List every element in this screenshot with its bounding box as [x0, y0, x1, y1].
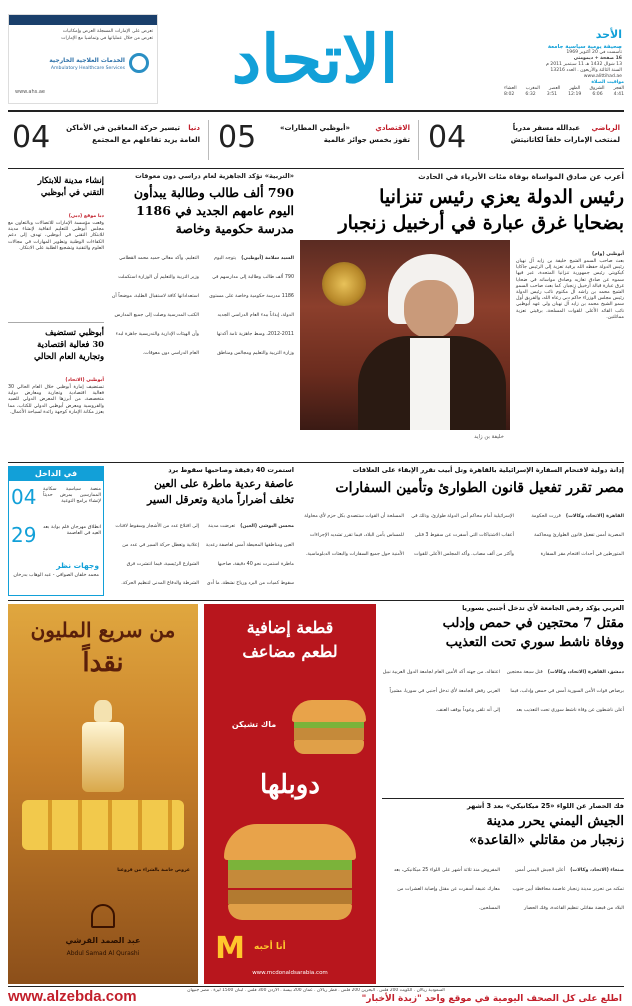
mcd-brand: ماك تشيكن	[231, 720, 277, 729]
mcd-site: www.mcdonaldsarabia.com	[252, 970, 328, 976]
prayer-time: 6:32	[525, 92, 536, 97]
storm-story	[110, 466, 294, 596]
patty	[228, 890, 352, 904]
teaser-text1: «أبوظبي المطارات»	[279, 124, 350, 132]
prayer-name: الفجر	[613, 86, 624, 91]
prayer-name: العشاء	[504, 86, 517, 91]
egypt-text	[300, 502, 624, 559]
education-kicker: «التربية» تؤكد الجاهزية لعام دراسي دون معوقات	[135, 172, 294, 180]
inside-item[interactable]	[9, 523, 103, 557]
bottle-body	[82, 722, 124, 792]
sidebar-headline2-2: 30 فعالية اقتصادية	[37, 339, 104, 349]
syria-byline: دمشق، القاهرة (الاتحاد، وكالات)	[547, 670, 624, 675]
perfume-ad[interactable]	[8, 604, 198, 984]
lead-headline-2: بضحايا غرق عبارة في أرخبيل زنجبار	[338, 212, 624, 234]
egypt-byline: القاهرة (الاتحاد، وكالات)	[565, 514, 624, 519]
syria-headline-1: مقتل 7 محتجين في حمص وإدلب	[442, 616, 624, 631]
ad-brand-en: Ambulatory Healthcare Services	[50, 66, 125, 71]
storm-kicker: استمرت 40 دقيقة وصاحبها سقوط برد	[168, 466, 294, 474]
prayer-name: الشروق	[589, 86, 605, 91]
face-shape	[404, 280, 458, 338]
yemen-body: أعلن الجيش اليمني أمس تمكنه من تحرير مدينة زنجبار عاصمة محافظة أبين جنوب البلاد من قبضة مقاتلي تنظيم القاعدة، وفك الحصار المفروض منذ ثلاثة أشهر على اللواء 25 ميكانيكي، بعد معارك عنيفة أسفرت عن مقتل وإصابة العشرات من المسلحين.	[393, 868, 624, 911]
prayer-title: مواقيت الصلاة	[591, 80, 624, 85]
prayer-time: 3:51	[546, 92, 558, 97]
lead-body: بعث صاحب السمو الشيخ خليفة بن زايد آل نهيان رئيس الدولة حفظه الله برقية تعزية إلى الرئيس جاكايا كيكويتي رئيس جمهورية تنزانيا المتحدة، عبر فيها سموه عن صادق تعازيه وصادق مواساته في ضحايا غرق عبارة قبالة أرخبيل زنجبار. كما بعث صاحب السمو الشيخ محمد بن راشد آل مكتوم نائب رئيس الدولة رئيس مجلس الوزراء حاكم دبي رعاه الله، والفريق أول سمو الشيخ محمد بن زايد آل نهيان ولي عهد أبوظبي نائب القائد الأعلى للقوات المسلحة، برقيتي تعزية مماثلتين.	[516, 259, 624, 320]
teaser-item[interactable]	[214, 114, 414, 166]
divider	[418, 120, 419, 160]
syria-body: قتل سبعة محتجين برصاص قوات الأمن السورية أمس في حمص وإدلب، فيما أعلن ناشطون عن وفاة ناشط سوري تحت التعذيب بعد اعتقاله. من جهته أكد الأمين العام لجامعة الدول العربية نبيل العربي رفض الجامعة لأي تدخل أجنبي في سوريا، مشيراً إلى أنه تلقى وعوداً بوقف العنف.	[382, 670, 624, 713]
price-line: السعودية ريالان . الكويت 200 فلس . البحرين 200 فلس . قطر ريالان . عمان 200 بيسة . الأردن 300 فلس . لبنان 1500 ليرة . مصر جنيهان	[187, 988, 445, 993]
bun-bottom	[228, 904, 352, 920]
education-story	[110, 172, 294, 460]
mcd-ad-line1: قطعة إضافية	[246, 618, 334, 637]
teaser-item[interactable]	[8, 114, 204, 166]
divider	[8, 600, 624, 601]
storm-headline-1: عاصفة رعدية ماطرة على العين	[154, 478, 294, 490]
perfume-ad-line1: من سريع المليون	[30, 618, 176, 642]
founded: تأسست في 20 أكتوبر 1969	[566, 50, 622, 55]
divider	[8, 462, 624, 463]
prayer-time: 12:19	[568, 92, 582, 97]
burger-icon	[292, 700, 366, 756]
divider	[8, 986, 624, 987]
syria-headline-2: ووفاة ناشط سوري تحت التعذيب	[445, 635, 624, 650]
inside-item-text: منصة سياسية سكانية الممارسين بمرض حديثاً لإنشاء برامج التوعية	[43, 487, 101, 505]
education-byline: السيد سلامة (أبوظبي)	[241, 256, 294, 261]
issue-line2: 13 شوال 1432 هـ 11 سبتمبر 2011 م	[545, 62, 622, 67]
bun-top	[292, 700, 366, 722]
sidebar-headline-1: إنشاء مدينة للابتكار	[37, 175, 104, 185]
perfume-brand-ar: عبد الصمد القرشي	[65, 936, 141, 945]
gold-bars-shape	[22, 800, 184, 850]
inside-item-num: 29	[11, 523, 37, 547]
patty	[228, 870, 352, 888]
divider	[8, 168, 624, 169]
mcd-logo-icon: M	[215, 931, 245, 966]
perfume-ad-line2: نقداً	[82, 648, 124, 678]
inside-item-text: انطلاق مهرجان فلم بوابة بعد العيد في العاصمة	[43, 525, 101, 537]
education-headline-1: 790 ألف طالب وطالبة يبدأون	[133, 185, 294, 200]
divider	[8, 322, 104, 323]
inside-title: في الداخل	[9, 467, 103, 481]
sidebar-body: وقعت مؤسسة الإمارات للاتصالات وبالتعاون مع مجلس أبوظبي للتعليم اتفاقية لإنشاء مدينة للابتكار التقني في أبوظبي، تهدف إلى دعم الكفاءات الوطنية وتطوير المهارات في مجالات العلوم والتقنية وتشجيع الطلبة على الابتكار.	[8, 221, 104, 251]
website[interactable]: www.alittihad.ae	[583, 74, 622, 79]
watermark-site[interactable]: www.alzebda.com	[8, 988, 137, 1005]
syria-story	[382, 604, 624, 794]
issue-info	[512, 44, 622, 80]
egypt-headline: مصر تقرر تفعيل قانون الطوارئ وتأمين السفارات	[335, 480, 624, 496]
teaser-text2: تفوز بخمس جوائز عالمية	[323, 136, 410, 144]
divider	[208, 120, 209, 160]
yemen-headline-2: زنجبار من مقاتلي «القاعدة»	[469, 833, 624, 848]
ad-line2: تعرض من خلال عملياتها في وتماشيا مع الإمارات	[61, 36, 153, 41]
top-ad[interactable]	[8, 14, 158, 104]
tagline: صحيفة يومية سياسية جامعة	[547, 44, 622, 50]
prayer-name: العصر	[548, 86, 561, 91]
sidebar-text2	[8, 366, 104, 416]
views-title: وجهات نظر	[56, 561, 99, 570]
issue-line1: 16 صفحة + ديمومتي	[573, 56, 622, 61]
mcd-tagline: أنا أحبه	[254, 942, 286, 952]
ad-banner-strip	[9, 15, 157, 25]
education-headline-2: اليوم عامهم الجديد في 1186	[136, 203, 294, 218]
teaser-number: 04	[12, 120, 51, 155]
inside-box	[8, 466, 104, 596]
lead-byline: أبوظبي (وام)	[592, 252, 624, 257]
egypt-story	[300, 466, 624, 596]
teaser-text2: لمنتخب الإمارات خلفاً لكاتانيتش	[510, 136, 620, 144]
emblem-icon	[322, 262, 366, 306]
yemen-story	[382, 802, 624, 984]
teaser-text1: تيسير حركة المعاقين في الأماكن	[66, 124, 180, 132]
ahs-logo-icon	[129, 53, 149, 73]
lead-caption: خليفة بن زايد	[474, 434, 504, 440]
sidebar-byline: دبا موقع (دبي)	[68, 214, 104, 219]
perfume-bottle-icon	[78, 700, 128, 796]
prayer-time: 8:02	[504, 92, 515, 97]
day-label: الأحد	[595, 28, 622, 41]
inside-item[interactable]	[9, 485, 103, 519]
yemen-text	[382, 856, 624, 913]
teaser-strip	[8, 114, 624, 166]
egypt-body: قررت الحكومة المصرية أمس تفعيل قانون الطوارئ ومحاكمة المتورطين في أحداث اقتحام مقر السفارة الإسرائيلية أمام محاكم أمن الدولة طوارئ، وذلك في أعقاب الاشتباكات التي أسفرت عن سقوط 3 قتلى وأكثر من ألف مصاب. وأكد المجلس الأعلى للقوات المسلحة أن القوات ستتصدى بكل حزم لأي محاولة للمساس بأمن البلاد، فيما تقرر تشديد الإجراءات الأمنية حول جميع السفارات والبعثات الدبلوماسية.	[304, 514, 624, 557]
teaser-section: دنيا	[188, 124, 200, 132]
education-body: يتوجه اليوم 790 ألف طالب وطالبة إلى مدارسهم في 1186 مدرسة حكومية وخاصة على مستوى الدولة، إيذاناً ببدء العام الدراسي الجديد 2011-2012، وسط جاهزية تامة أكدتها وزارة التربية والتعليم ومجالس ومناطق التعليم. وأكد معالي حميد محمد القطامي وزير التربية والتعليم أن الوزارة استكملت استعداداتها كافة لاستقبال الطلبة، موضحاً أن الكتب المدرسية وصلت إلى جميع المدارس وأن الهيئات الإدارية والتدريسية جاهزة لبدء العام الدراسي دون معوقات.	[111, 256, 294, 356]
sidebar-body2: تستضيف إمارة أبوظبي خلال العام الحالي 30 فعالية اقتصادية وتجارية ومعارض دولية متخصصة، من أبرزها المعرض الدولي للصيد والفروسية ومعرض أبوظبي الدولي للكتاب، مما يعزز مكانة الإمارة كوجهة رائدة لسياحة الأعمال.	[8, 385, 104, 415]
yemen-kicker: فك الحصار عن اللواء «25 ميكانيكي» بعد 3 أشهر	[467, 802, 624, 810]
egypt-kicker: إدانة دولية لاقتحام السفارة الإسرائيلية بالقاهرة وتل أبيب تقرر الإبقاء على العلاقات	[352, 466, 624, 474]
prayer-time: 4:41	[613, 92, 624, 97]
newspaper-logo: الاتحاد	[231, 20, 399, 98]
perfume-ad-offer: عروض خاصة بالشراء من فروعنا	[117, 868, 190, 873]
education-text	[110, 244, 294, 358]
teaser-text1: عبدالله مسفر مدرباً	[512, 124, 580, 132]
teaser-section: الرياضي	[591, 124, 620, 132]
ad-site: www.ahs.ae	[15, 89, 45, 95]
ad-brand-ar: الخدمات العلاجية الخارجية	[49, 57, 125, 64]
storm-headline-2: تخلف أضراراً مادية وتعرقل السير	[147, 494, 294, 506]
left-sidebar	[8, 172, 104, 460]
lead-text-column	[516, 240, 624, 321]
burger-icon-large	[224, 824, 356, 920]
sidebar-headline2-3: وتجارية العام الحالي	[33, 351, 104, 361]
prayer-times-row	[504, 92, 624, 98]
yemen-headline-1: الجيش اليمني يحرر مدينة	[486, 814, 624, 829]
bun-top	[224, 824, 356, 860]
mcdonalds-ad[interactable]	[204, 604, 376, 984]
lead-headline-1: رئيس الدولة يعزي رئيس تنزانيا	[379, 186, 624, 208]
bottle-cap	[94, 700, 112, 722]
storm-text	[110, 512, 294, 588]
perfume-brand-en: Abdul Samad Al Qurashi	[66, 950, 140, 957]
divider	[382, 798, 624, 799]
education-headline-3: مدرسة حكومية وخاصة	[175, 221, 294, 236]
prayer-name: الظهر	[569, 86, 581, 91]
perfume-logo-icon	[91, 904, 115, 928]
inside-item-num: 04	[11, 485, 37, 509]
syria-kicker: العربي يؤكد رفض الجامعة لأي تدخل أجنبي بسوريا	[462, 604, 624, 612]
mcd-product: دوبلها	[260, 770, 320, 800]
sidebar-headline2-1: أبوظبي تستضيف	[45, 327, 104, 337]
teaser-text2: العامة يزيد تفاعلهم مع المجتمع	[92, 136, 200, 144]
teaser-number: 05	[218, 120, 257, 155]
teaser-number: 04	[428, 120, 467, 155]
masthead	[0, 0, 632, 110]
prayer-time: 6:06	[592, 92, 603, 97]
teaser-item[interactable]	[424, 114, 624, 166]
sidebar-text	[8, 202, 104, 252]
issue-line3: السنة الثالثة والأربعون . العدد 13216	[550, 68, 622, 73]
yemen-byline: صنعاء (الاتحاد، وكالات)	[570, 868, 624, 873]
syria-text	[382, 658, 624, 715]
prayer-name: المغرب	[525, 86, 540, 91]
mcd-ad-line2: لطعم مضاعف	[242, 642, 338, 661]
divider	[8, 110, 624, 112]
views-text: محمد خلفان الصوافي - عبد الوهاب بدرخان	[13, 573, 99, 578]
prayer-times	[504, 80, 624, 98]
sidebar-headline-2: التقني في أبوظبي	[40, 187, 104, 197]
bun-bottom	[294, 740, 364, 754]
patty	[294, 728, 364, 740]
storm-byline: محسن البوشي (العين)	[240, 524, 294, 529]
kandura-shape	[410, 338, 450, 430]
watermark-text: اطلع على كل الصحف اليومية في موقع واحد "زبدة الأخبار"	[361, 994, 622, 1004]
lettuce	[228, 860, 352, 870]
lead-story	[300, 172, 624, 460]
ad-line1: تعرض على الإمارات المسجلة العرض وإمكانيات	[62, 29, 153, 34]
sidebar-byline2: أبوظبي (الاتحاد)	[65, 378, 104, 383]
lead-photo	[300, 240, 510, 430]
teaser-section: الاقتصادي	[375, 124, 410, 132]
storm-body: تعرضت مدينة العين ومناطقها المحيطة أمس لعاصفة رعدية ماطرة استمرت نحو 40 دقيقة، صاحبها سقوط كميات من البرد ورياح نشطة، ما أدى إلى اقتلاع عدد من الأشجار وسقوط لافتات إعلانية وتعطل حركة السير في عدد من الشوارع الرئيسية، فيما انتشرت فرق الشرطة والدفاع المدني لتنظيم الحركة.	[115, 524, 294, 586]
lead-kicker: أعرب عن صادق المواساة بوفاة مئات الأبرياء في الحادث	[418, 172, 624, 181]
